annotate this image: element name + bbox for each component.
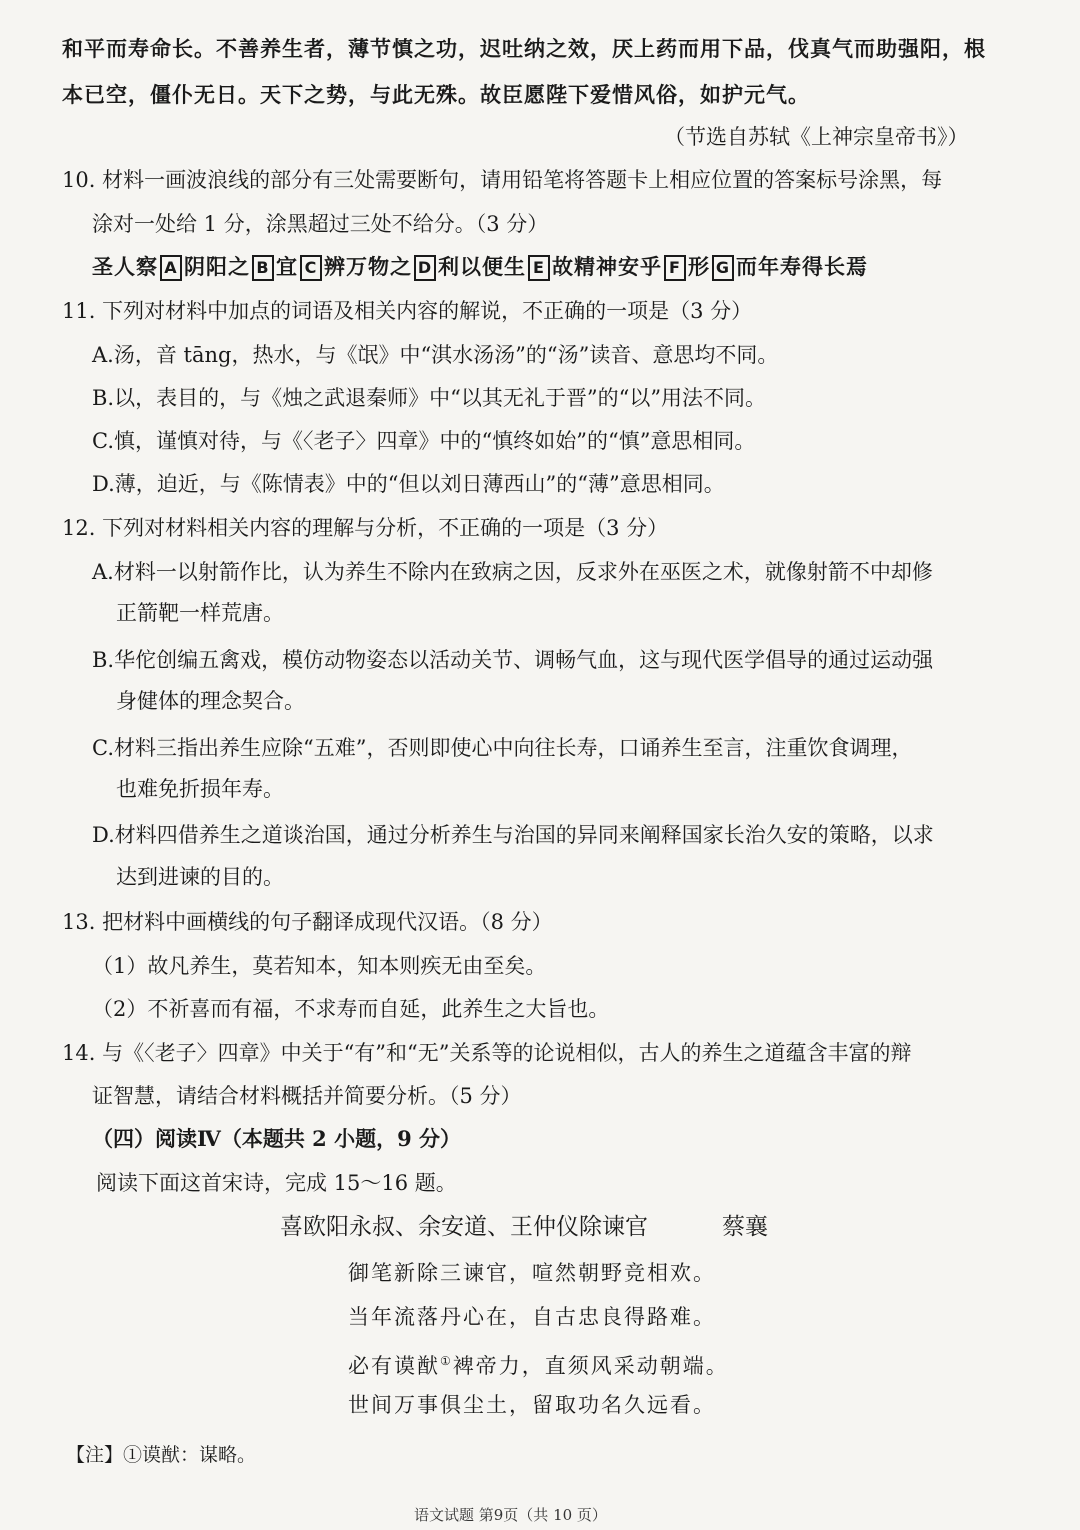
q10-answer-mark-a: A — [160, 255, 182, 281]
poem-line-3-part-1: 必有谟猷 — [348, 1354, 440, 1378]
q11-stem: 11. 下列对材料中加点的词语及相关内容的解说，不正确的一项是（3 分） — [62, 299, 753, 323]
q10-sentence — [92, 252, 868, 282]
q13-sentence-1: （1）故凡养生，莫若知本，知本则疾无由至矣。 — [92, 954, 547, 978]
q10-segment-text: 辨万物之 — [324, 254, 412, 279]
q10-answer-mark-b: B — [252, 255, 274, 281]
q11-option-b: B.以，表目的，与《烛之武退秦师》中“以其无礼于晋”的“以”用法不同。 — [92, 386, 767, 410]
q10-segment-text: 圣人察 — [92, 254, 158, 279]
poem-footnote-marker: ① — [440, 1354, 453, 1368]
q10-answer-mark-c: C — [300, 255, 322, 281]
q10-segment-text: 而年寿得长焉 — [736, 254, 868, 279]
q10-answer-mark-g: G — [712, 255, 734, 281]
section-heading: （四）阅读Ⅳ（本题共 2 小题，9 分） — [92, 1126, 461, 1151]
footnote: 【注】①谟猷：谋略。 — [66, 1444, 257, 1466]
q14-stem-line-1: 14. 与《〈老子〉四章》中关于“有”和“无”关系等的论说相似，古人的养生之道蕴含丰富的辩 — [62, 1041, 912, 1065]
q10-segment-text: 形 — [688, 254, 710, 279]
q14-stem-line-2: 证智慧，请结合材料概括并简要分析。（5 分） — [92, 1084, 522, 1108]
q12-option-d-line-1: D.材料四借养生之道谈治国，通过分析养生与治国的异同来阐释国家长治久安的策略，以求 — [92, 823, 934, 847]
q12-option-c-line-2: 也难免折损年寿。 — [116, 777, 284, 801]
q10-segment-text: 故精神安乎 — [552, 254, 662, 279]
q12-option-a-line-2: 正箭靶一样荒唐。 — [116, 601, 284, 625]
q10-answer-mark-e: E — [528, 255, 550, 281]
poem-line-2: 当年流落丹心在，自古忠良得路难。 — [348, 1305, 716, 1329]
q12-option-a-line-1: A.材料一以射箭作比，认为养生不除内在致病之因，反求外在巫医之术，就像射箭不中却修 — [92, 560, 933, 584]
poem-line-3-part-2: 裨帝力，直须风采动朝端。 — [452, 1354, 729, 1378]
q13-stem: 13. 把材料中画横线的句子翻译成现代汉语。（8 分） — [62, 910, 553, 934]
material-source: （节选自苏轼《上神宗皇帝书》） — [664, 125, 969, 149]
q12-stem: 12. 下列对材料相关内容的理解与分析，不正确的一项是（3 分） — [62, 516, 669, 540]
poem-title: 喜欧阳永叔、余安道、王仲仪除谏官 — [280, 1214, 648, 1240]
poem-line-3 — [348, 1346, 729, 1381]
q10-answer-mark-d: D — [414, 255, 436, 281]
material-line-2: 本已空，僵仆无日。天下之势，与此无殊。故臣愿陛下爱惜风俗，如护元气。 — [62, 82, 810, 107]
poem-author: 蔡襄 — [722, 1214, 768, 1240]
q11-option-d: D.薄，迫近，与《陈情表》中的“但以刘日薄西山”的“薄”意思相同。 — [92, 472, 725, 496]
q13-sentence-2: （2）不祈喜而有福，不求寿而自延，此养生之大旨也。 — [92, 997, 610, 1021]
poem-line-4: 世间万事俱尘土，留取功名久远看。 — [348, 1393, 716, 1417]
q10-stem-line-1: 10. 材料一画波浪线的部分有三处需要断句，请用铅笔将答题卡上相应位置的答案标号涂黑，每 — [62, 168, 943, 192]
q12-option-b-line-1: B.华佗创编五禽戏，模仿动物姿态以活动关节、调畅气血，这与现代医学倡导的通过运动强 — [92, 648, 934, 672]
q12-option-b-line-2: 身健体的理念契合。 — [116, 689, 305, 713]
q11-option-a: A.汤，音 tāng，热水，与《氓》中“淇水汤汤”的“汤”读音、意思均不同。 — [92, 343, 779, 367]
q11-option-c: C.慎，谨慎对待，与《〈老子〉四章》中的“慎终如始”的“慎”意思相同。 — [92, 429, 756, 453]
q10-segment-text: 阴阳之 — [184, 254, 250, 279]
q12-option-c-line-1: C.材料三指出养生应除“五难”，否则即使心中向往长寿，口诵养生至言，注重饮食调理， — [92, 736, 913, 760]
q12-option-d-line-2: 达到进谏的目的。 — [116, 865, 284, 889]
material-line-1: 和平而寿命长。不善养生者，薄节慎之功，迟吐纳之效，厌上药而用下品，伐真气而助强阳，根 — [62, 36, 986, 61]
section-intro: 阅读下面这首宋诗，完成 15～16 题。 — [96, 1171, 457, 1195]
q10-segment-text: 利以便生 — [438, 254, 526, 279]
q10-segment-text: 宜 — [276, 254, 298, 279]
poem-line-1: 御笔新除三谏官，喧然朝野竞相欢。 — [348, 1261, 716, 1285]
q10-answer-mark-f: F — [664, 255, 686, 281]
page-footer: 语文试题 第9页（共 10 页） — [414, 1506, 607, 1524]
q10-stem-line-2: 涂对一处给 1 分，涂黑超过三处不给分。（3 分） — [92, 212, 549, 236]
